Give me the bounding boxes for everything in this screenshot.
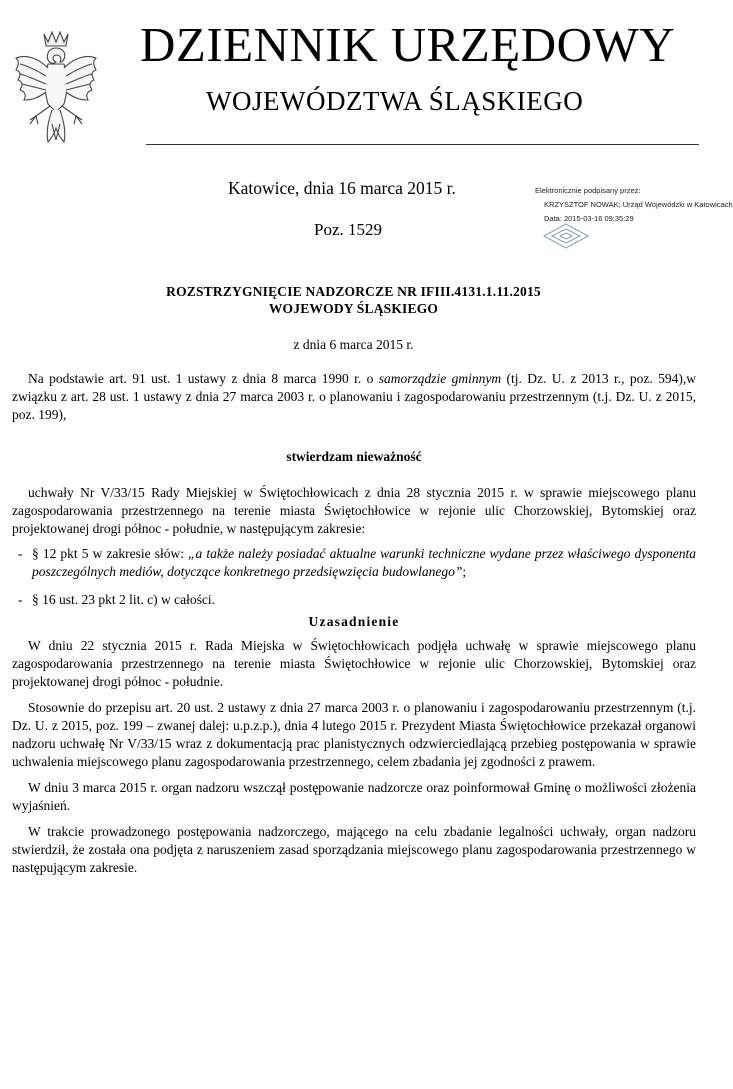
list-item-text: § 12 pkt 5 w zakresie słów: [32, 546, 189, 561]
legal-basis-text: Na podstawie art. 91 ust. 1 ustawy z dnia 8 marca 1990 r. o [28, 371, 379, 386]
justification-paragraph-4: W trakcie prowadzonego postępowania nadzorczego, mającego na celu zbadanie legalności uchwały, organ nadzoru stwierdził, że została ona podjęta z naruszeniem zasad sporządzania miejscowego planu zagospodarowania przestrzennego w następującym zakresie. [12, 824, 696, 875]
signature-signer: KRZYSZTOF NOWAK; Urząd Wojewódzki w Katowicach [544, 200, 733, 209]
list-item-text: § 16 ust. 23 pkt 2 lit. c) w całości. [32, 592, 215, 607]
list-item-end: ; [462, 564, 467, 579]
legal-basis-paragraph [12, 370, 696, 424]
electronic-signature-block [535, 184, 733, 226]
journal-subtitle: WOJEWÓDZTWA ŚLĄSKIEGO [206, 86, 584, 116]
signature-stamp-icon [540, 222, 592, 250]
list-item [12, 545, 696, 581]
document-title-line2: WOJEWODY ŚLĄSKIEGO [268, 301, 439, 316]
justification-paragraph-2: Stosownie do przepisu art. 20 ust. 2 ustawy z dnia 27 marca 2003 r. o planowaniu i zagospodarowaniu przestrzennym (t.j. Dz. U. z 2015, poz. 199 – zwanej dalej: u.p.z.p.), dnia 4 lutego 2015 r. Prezydent Miasta Świętochłowice przekazał organowi nadzoru uchwałę Nr V/33/15 wraz z dokumentacją prac planistycznych odzwierciedlającą przebieg postępowania w sprawie uchwalenia miejscowego planu zagospodarowania przestrzennego, celem zbadania jej zgodności z prawem. [12, 700, 696, 769]
resolution-paragraph: uchwały Nr V/33/15 Rady Miejskiej w Świętochłowicach z dnia 28 stycznia 2015 r. w sprawie miejscowego planu zagospodarowania przestrzennego na terenie miasta Świętochłowice w rejonie ulic Chorzowskiej, Bytomskiej oraz projektowanej drogi północ - południe, w następującym zakresie: [12, 485, 696, 536]
justification-heading: Uzasadnienie [308, 614, 400, 629]
header-divider [146, 144, 699, 145]
act-title: samorządzie gminnym [378, 371, 502, 386]
declaration: stwierdzam nieważność [286, 449, 422, 464]
document-title [0, 283, 707, 317]
publication-place-date: Katowice, dnia 16 marca 2015 r. [228, 178, 456, 198]
legal-basis-text-cont: (tj. Dz. U. z 2013 r., poz. 594),w związku z art. 28 ust. 1 ustawy z dnia 27 marca 2003 r. o planowaniu i zagospodarowaniu przestrzennym (t.j. Dz. U. z 2015, poz. 199), [12, 371, 696, 422]
position-number: Poz. 1529 [314, 220, 382, 239]
signature-caption: Elektronicznie podpisany przez: [535, 186, 641, 195]
justification-paragraph-3: W dniu 3 marca 2015 r. organ nadzoru wszczął postępowanie nadzorcze oraz poinformował Gminę o możliwości złożenia wyjaśnień. [12, 780, 696, 813]
list-dash: - [18, 546, 23, 561]
justification-paragraph-1: W dniu 22 stycznia 2015 r. Rada Miejska w Świętochłowicach podjęła uchwałę w sprawie miejscowego planu zagospodarowania przestrzennego na terenie miasta Świętochłowice w rejonie ulic Chorzowskiej, Bytomskiej oraz projektowanej drogi północ - południe. [12, 638, 696, 689]
journal-title: DZIENNIK URZĘDOWY [140, 17, 676, 72]
eagle-emblem-icon [12, 28, 100, 150]
document-body [12, 370, 696, 877]
quoted-words: „a także należy posiadać aktualne warunki techniczne wydane przez właściwego dysponenta poszczególnych mediów, dotyczące konkretnego przedsięwzięcia budowlanego” [32, 546, 696, 579]
signature-date: Data: 2015-03-16 09:35:29 [544, 214, 634, 223]
list-dash: - [18, 592, 23, 607]
document-date: z dnia 6 marca 2015 r. [293, 337, 414, 352]
list-item [12, 591, 696, 609]
document-title-line1: ROZSTRZYGNIĘCIE NADZORCZE NR IFIII.4131.1.11.2015 [166, 284, 541, 299]
